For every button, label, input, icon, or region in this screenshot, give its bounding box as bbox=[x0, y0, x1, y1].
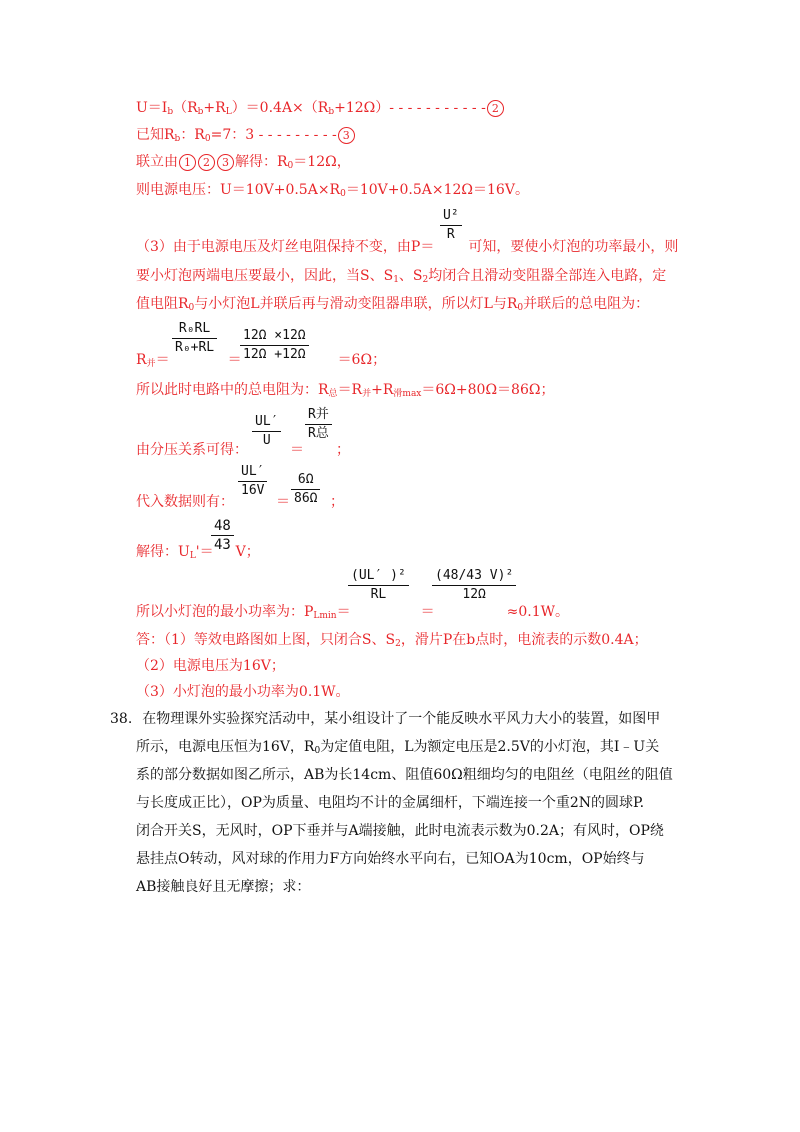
text: ； bbox=[336, 442, 350, 458]
subscript: 2 bbox=[422, 275, 429, 285]
text: 已知R bbox=[136, 127, 175, 143]
subscript: 滑max bbox=[393, 389, 422, 399]
subscript: 0 bbox=[188, 303, 195, 313]
power-left-fraction bbox=[348, 568, 409, 603]
text: ＝12Ω， bbox=[293, 154, 351, 170]
text: ：R bbox=[180, 127, 205, 143]
text: 与小灯泡L并联后再与滑动变阻器串联，所以灯L与R bbox=[194, 296, 518, 312]
text: （3）由于电源电压及灯丝电阻保持不变，由P＝ bbox=[136, 239, 435, 255]
text: ＝ bbox=[420, 604, 435, 620]
text: +R bbox=[371, 382, 394, 398]
text: R bbox=[136, 352, 147, 368]
subscript: 0 bbox=[517, 303, 524, 313]
numerator: (UL′ )² bbox=[351, 568, 406, 583]
subscript: 0 bbox=[287, 161, 294, 171]
substitution-right-fraction bbox=[291, 472, 320, 507]
answer-2 bbox=[136, 656, 285, 676]
problem-38-line-4 bbox=[136, 793, 644, 813]
text: ＝ bbox=[276, 494, 290, 510]
circled-number: 3 bbox=[217, 154, 234, 171]
text: 与长度成正比），OP为质量、电阻均不计的金属细杆，下端连接一个重2N的圆球P. bbox=[136, 795, 645, 811]
subscript: 并 bbox=[362, 389, 372, 399]
problem-number: 38. bbox=[110, 711, 133, 727]
text: 则电源电压：U＝10V+0.5A×R bbox=[136, 182, 341, 198]
circled-number: 1 bbox=[179, 154, 196, 171]
text: ＝6Ω+80Ω＝86Ω； bbox=[421, 382, 555, 398]
problem-38-line-6 bbox=[136, 849, 645, 869]
text: ＝6Ω； bbox=[337, 352, 387, 368]
parallel-values-fraction bbox=[240, 328, 309, 363]
text: AB接触良好且无摩擦；求： bbox=[136, 879, 311, 895]
text: 可知，要使小灯泡的功率最小，则 bbox=[468, 239, 679, 255]
part3-line-1 bbox=[136, 237, 678, 257]
text: 为定值电阻，L为额定电压是2.5V的小灯泡，其I﹣U关 bbox=[320, 739, 660, 755]
subscript: L bbox=[189, 551, 196, 561]
text: 联立由 bbox=[136, 154, 178, 170]
numerator: 48 bbox=[214, 518, 231, 534]
numerator: 6Ω bbox=[297, 472, 314, 487]
text: 均闭合且滑动变阻器全部连入电路，定 bbox=[428, 268, 667, 284]
text: 闭合开关S，无风时，OP下垂并与A端接触，此时电流表示数为0.2A；有风时，OP绕 bbox=[136, 823, 664, 839]
text: 要小灯泡两端电压要最小，因此，当S、S bbox=[136, 268, 394, 284]
subscript: b bbox=[167, 107, 174, 117]
subscript: b bbox=[197, 107, 204, 117]
text: +12Ω）- - - - - - - - - - - bbox=[334, 100, 486, 116]
text: 并联后的总电阻为： bbox=[523, 296, 650, 312]
equation-line-3 bbox=[136, 125, 356, 149]
voltage-divider-line bbox=[136, 440, 350, 460]
text: ＝ bbox=[290, 442, 304, 458]
part3-line-3 bbox=[136, 294, 649, 318]
text: （3）小灯泡的最小功率为0.1W。 bbox=[136, 684, 350, 700]
denominator: RL bbox=[370, 587, 387, 602]
text: 答：（1）等效电路图如上图，只闭合S、S bbox=[136, 632, 396, 648]
text: 系的部分数据如图乙所示，AB为长14cm、阻值60Ω粗细均匀的电阻丝（电阻丝的阻值 bbox=[136, 767, 673, 783]
text: ≈0.1W。 bbox=[506, 604, 569, 620]
total-resistance-line bbox=[136, 380, 554, 404]
parallel-formula-fraction bbox=[172, 321, 217, 356]
numerator: 12Ω ×12Ω bbox=[243, 328, 306, 343]
subscript: L bbox=[225, 107, 232, 117]
voltage-line bbox=[136, 180, 529, 204]
problem-38-line-7 bbox=[136, 877, 310, 897]
text: 解得：U bbox=[136, 544, 190, 560]
problem-38-line-5 bbox=[136, 821, 664, 841]
denominator: 16V bbox=[241, 483, 265, 498]
text: 所示，电源电压恒为16V，R bbox=[136, 739, 315, 755]
min-power-line bbox=[136, 602, 569, 626]
subscript: 并 bbox=[146, 359, 156, 369]
text: 所以此时电路中的总电阻为：R bbox=[136, 382, 329, 398]
equation-line-2 bbox=[136, 98, 505, 122]
text: 代入数据则有： bbox=[136, 494, 234, 510]
numerator: R并 bbox=[308, 407, 329, 422]
text: ）＝0.4A×（R bbox=[231, 100, 329, 116]
denominator: 86Ω bbox=[294, 491, 318, 506]
subscript: b bbox=[328, 107, 335, 117]
denominator: 12Ω +12Ω bbox=[243, 347, 306, 362]
circled-number: 3 bbox=[338, 127, 355, 144]
denominator: 12Ω bbox=[462, 587, 486, 602]
subscript: 2 bbox=[395, 639, 401, 649]
subscript: 总 bbox=[328, 389, 338, 399]
denominator: R总 bbox=[308, 426, 329, 441]
text: ＝ bbox=[336, 604, 351, 620]
ul-result-line bbox=[136, 542, 260, 566]
power-right-fraction bbox=[432, 568, 516, 603]
substitution-left-fraction bbox=[238, 464, 267, 499]
denominator: U bbox=[262, 433, 271, 448]
text: ； bbox=[330, 494, 344, 510]
text: V； bbox=[235, 544, 260, 560]
text: ＝R bbox=[337, 382, 363, 398]
problem-38-line-2 bbox=[136, 737, 659, 761]
text: ＝ bbox=[155, 352, 170, 368]
subscript: 1 bbox=[393, 275, 399, 285]
text: 所以小灯泡的最小功率为：P bbox=[136, 604, 314, 620]
part3-line-2 bbox=[136, 266, 666, 290]
power-formula-fraction bbox=[440, 208, 462, 243]
numerator: (48/43 V)² bbox=[435, 568, 514, 583]
problem-38-line-1 bbox=[110, 709, 660, 729]
text: 、S bbox=[398, 268, 423, 284]
text: （2）电源电压为16V； bbox=[136, 658, 285, 674]
text: ＝ bbox=[227, 352, 242, 368]
answer-3 bbox=[136, 682, 350, 702]
subscript: Lmin bbox=[313, 611, 337, 621]
numerator: U² bbox=[443, 208, 459, 223]
text: 由分压关系可得： bbox=[136, 442, 248, 458]
text: 在物理课外实验探究活动中，某小组设计了一个能反映水平风力大小的装置，如图甲 bbox=[142, 711, 661, 727]
subscript: 0 bbox=[340, 189, 346, 199]
problem-38-line-3 bbox=[136, 765, 673, 785]
denominator: R₀+RL bbox=[175, 340, 215, 355]
text: 悬挂点O转动，风对球的作用力F方向始终水平向右，已知OA为10cm，OP始终与 bbox=[136, 851, 645, 867]
denominator: R bbox=[446, 227, 455, 242]
subscript: b bbox=[174, 134, 181, 144]
text: （R bbox=[173, 100, 198, 116]
numerator: R₀RL bbox=[178, 321, 211, 336]
numerator: UL′ bbox=[255, 414, 279, 429]
circled-number: 2 bbox=[198, 154, 215, 171]
numerator: UL′ bbox=[241, 464, 265, 479]
ul-value-fraction bbox=[211, 518, 234, 553]
text: ，滑片P在b点时，电流表的示数0.4A； bbox=[400, 632, 648, 648]
text: =7：3 - - - - - - - - - bbox=[210, 127, 337, 143]
denominator: 43 bbox=[214, 537, 231, 553]
circled-number: 2 bbox=[487, 100, 504, 117]
divider-left-fraction bbox=[252, 414, 281, 449]
text: ＝10V+0.5A×12Ω＝16V。 bbox=[345, 182, 529, 198]
text: 值电阻R bbox=[136, 296, 189, 312]
solve-line bbox=[136, 152, 351, 176]
answer-1 bbox=[136, 630, 648, 654]
text: 解得：R bbox=[235, 154, 288, 170]
text: U＝I bbox=[136, 100, 168, 116]
divider-right-fraction bbox=[305, 407, 332, 442]
subscript: 0 bbox=[204, 134, 211, 144]
subscript: 0 bbox=[314, 746, 321, 756]
text: '＝ bbox=[195, 544, 214, 560]
text: +R bbox=[203, 100, 226, 116]
